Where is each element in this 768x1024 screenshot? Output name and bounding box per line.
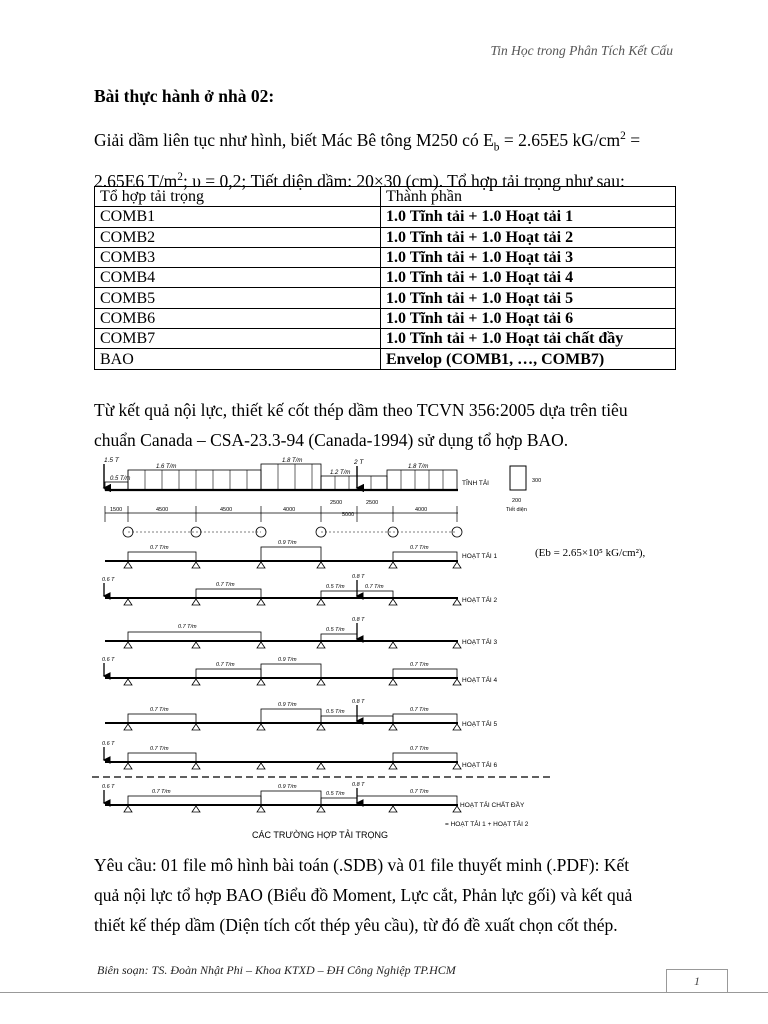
case-label: HOẠT TẢI 2 bbox=[462, 597, 498, 604]
span-length: 4000 bbox=[283, 507, 296, 513]
distributed-load bbox=[321, 634, 357, 641]
load-label: 0.7 T/m bbox=[150, 746, 169, 752]
load-cases-diagram bbox=[90, 450, 690, 845]
load-label: 0.8 T bbox=[352, 782, 365, 788]
load-label: 0.7 T/m bbox=[410, 707, 429, 713]
load-label: 0.9 T/m bbox=[278, 702, 297, 708]
requirement-line-2: quả nội lực tổ hợp BAO (Biểu đồ Moment, Lực cắt, Phản lực gối) và kết quả bbox=[94, 885, 633, 905]
distributed-load bbox=[261, 709, 321, 723]
load-label: 0.6 T bbox=[102, 784, 115, 790]
load-label: 0.7 T/m bbox=[178, 624, 197, 630]
distributed-load bbox=[321, 798, 357, 805]
distributed-load bbox=[357, 591, 393, 598]
table-cell: COMB4 bbox=[95, 268, 381, 288]
load-label: 0.7 T/m bbox=[410, 746, 429, 752]
sub-dimension: 2500 bbox=[330, 500, 343, 506]
load-label: 0.8 T bbox=[352, 574, 365, 580]
distributed-load bbox=[128, 552, 196, 561]
case-label: HOẠT TẢI 1 bbox=[462, 553, 498, 560]
load-label: 0.9 T/m bbox=[278, 784, 297, 790]
load-label: 1.2 T/m bbox=[330, 470, 351, 476]
diagram-caption: CÁC TRƯỜNG HỢP TẢI TRỌNG bbox=[252, 830, 388, 840]
load-case-1 bbox=[105, 540, 498, 568]
load-label: 1.8 T/m bbox=[282, 458, 303, 464]
footer-rule bbox=[0, 992, 768, 993]
static-load-beam bbox=[104, 457, 489, 490]
supports bbox=[124, 806, 461, 812]
load-label: 1.6 T/m bbox=[156, 464, 177, 470]
table-row bbox=[95, 268, 676, 288]
supports bbox=[124, 642, 461, 648]
load-label: 0.5 T/m bbox=[326, 791, 345, 797]
distributed-load bbox=[128, 632, 261, 641]
full-load-note: = HOẠT TẢI 1 + HOẠT TẢI 2 bbox=[445, 821, 529, 828]
modulus-note: (Eb = 2.65×10⁵ kG/cm²), bbox=[535, 547, 646, 559]
load-label: 0.5 T/m bbox=[326, 627, 345, 633]
distributed-load bbox=[261, 547, 321, 561]
table-cell: BAO bbox=[95, 349, 381, 369]
table-cell: COMB3 bbox=[95, 247, 381, 267]
load-label: 0.7 T/m bbox=[216, 662, 235, 668]
load-label: 2 T bbox=[354, 459, 364, 466]
distributed-load bbox=[128, 714, 196, 723]
load-label: 0.6 T bbox=[102, 657, 115, 663]
case-label: HOẠT TẢI 3 bbox=[462, 639, 498, 646]
load-label: 1.8 T/m bbox=[408, 464, 429, 470]
table-header-row bbox=[95, 187, 676, 207]
design-paragraph bbox=[94, 395, 684, 455]
load-case-3 bbox=[105, 617, 498, 648]
span-dimensions bbox=[105, 500, 462, 537]
distributed-load bbox=[196, 669, 261, 678]
supports bbox=[124, 724, 461, 730]
load-case-6 bbox=[102, 741, 498, 769]
exercise-title: Bài thực hành ở nhà 02: bbox=[94, 86, 275, 106]
distributed-load bbox=[261, 664, 321, 678]
load-label: 0.7 T/m bbox=[365, 584, 384, 590]
intro-line-1: Giải dầm liên tục như hình, biết Mác Bê tông M250 có $E_b = 2.65E5$ $kG/cm^2$ = bbox=[94, 129, 641, 154]
intro-line-2: 2.65E6 $T/m^2$; υ = 0,2; Tiết diện dầm: 20×30 (cm). Tổ hợp tải trọng như sau: bbox=[94, 171, 625, 192]
design-line-1: Từ kết quả nội lực, thiết kế cốt thép dầm theo TCVN 356:2005 dựa trên tiêu bbox=[94, 400, 628, 420]
load-label: 0.6 T bbox=[102, 577, 115, 583]
span-length: 4500 bbox=[156, 507, 169, 513]
load-label: 0.7 T/m bbox=[410, 789, 429, 795]
cross-section bbox=[506, 466, 541, 513]
requirement-paragraph bbox=[94, 850, 684, 940]
case-label: HOẠT TẢI 4 bbox=[462, 677, 498, 684]
distributed-load bbox=[321, 591, 357, 598]
load-case-full bbox=[102, 782, 529, 828]
distributed-load bbox=[321, 716, 357, 723]
load-label: 0.6 T bbox=[102, 741, 115, 747]
distributed-load bbox=[357, 796, 457, 805]
table-row bbox=[95, 308, 676, 328]
table-cell: 1.0 Tĩnh tải + 1.0 Hoạt tải 4 bbox=[381, 268, 676, 288]
requirement-line-3: thiết kế thép dầm (Diện tích cốt thép yêu cầu), từ đó đề xuất chọn cốt thép. bbox=[94, 915, 618, 935]
case-label: HOẠT TẢI 5 bbox=[462, 721, 498, 728]
distributed-load bbox=[387, 470, 457, 490]
distributed-load bbox=[321, 476, 387, 490]
distributed-load bbox=[393, 753, 457, 762]
table-cell: 1.0 Tĩnh tải + 1.0 Hoạt tải 1 bbox=[381, 207, 676, 227]
supports bbox=[124, 599, 461, 605]
load-label: 0.8 T bbox=[352, 699, 365, 705]
load-label: 0.7 T/m bbox=[410, 545, 429, 551]
load-case-5 bbox=[105, 699, 498, 730]
table-header: Thành phần bbox=[381, 187, 676, 207]
load-label: 0.5 T/m bbox=[326, 584, 345, 590]
footer-author: Biên soạn: TS. Đoàn Nhật Phi – Khoa KTXD – ĐH Công Nghiệp TP.HCM bbox=[97, 963, 456, 977]
span-length: 5000 bbox=[342, 512, 355, 518]
table-cell: Envelop (COMB1, …, COMB7) bbox=[381, 349, 676, 369]
table-cell: COMB5 bbox=[95, 288, 381, 308]
distributed-load bbox=[196, 589, 261, 598]
distributed-load bbox=[393, 552, 457, 561]
table-cell: COMB6 bbox=[95, 308, 381, 328]
load-label: 0.7 T/m bbox=[216, 582, 235, 588]
distributed-load bbox=[357, 716, 393, 723]
load-label: 0.7 T/m bbox=[150, 707, 169, 713]
distributed-load bbox=[105, 482, 128, 490]
distributed-load bbox=[128, 753, 196, 762]
span-length: 1500 bbox=[110, 507, 123, 513]
design-line-2: chuẩn Canada – CSA-23.3-94 (Canada-1994) sử dụng tổ hợp BAO. bbox=[94, 430, 569, 450]
supports bbox=[124, 763, 461, 769]
load-case-2 bbox=[102, 574, 498, 605]
sub-dimension: 2500 bbox=[366, 500, 379, 506]
load-label: 0.8 T bbox=[352, 617, 365, 623]
intro-paragraph bbox=[94, 121, 684, 196]
load-label: 0.7 T/m bbox=[150, 545, 169, 551]
distributed-load bbox=[261, 791, 321, 805]
table-row bbox=[95, 329, 676, 349]
distributed-load bbox=[128, 796, 261, 805]
load-label: 0.7 T/m bbox=[152, 789, 171, 795]
requirement-line-1: Yêu cầu: 01 file mô hình bài toán (.SDB) và 01 file thuyết minh (.PDF): Kết bbox=[94, 855, 630, 875]
span-length: 4500 bbox=[220, 507, 233, 513]
table-cell: COMB7 bbox=[95, 329, 381, 349]
section-b: 200 bbox=[512, 498, 522, 504]
table-row bbox=[95, 288, 676, 308]
section-label: Tiết diện bbox=[506, 507, 527, 513]
table-cell: 1.0 Tĩnh tải + 1.0 Hoạt tải 3 bbox=[381, 247, 676, 267]
table-row bbox=[95, 247, 676, 267]
supports bbox=[124, 679, 461, 685]
span-length: 4000 bbox=[415, 507, 428, 513]
load-label: 0.5 T/m bbox=[110, 476, 131, 482]
distributed-load bbox=[393, 714, 457, 723]
page-number: 1 bbox=[666, 969, 728, 992]
load-case-4 bbox=[102, 657, 498, 685]
table-cell: 1.0 Tĩnh tải + 1.0 Hoạt tải chất đầy bbox=[381, 329, 676, 349]
load-combination-table bbox=[94, 186, 676, 370]
table-row bbox=[95, 227, 676, 247]
load-label: 0.9 T/m bbox=[278, 540, 297, 546]
case-label: HOẠT TẢI CHẤT ĐẦY bbox=[460, 802, 525, 809]
load-label: 0.5 T/m bbox=[326, 709, 345, 715]
case-label: TĨNH TẢI bbox=[462, 480, 489, 487]
section-rect bbox=[510, 466, 526, 490]
distributed-load bbox=[128, 470, 261, 490]
table-cell: 1.0 Tĩnh tải + 1.0 Hoạt tải 5 bbox=[381, 288, 676, 308]
case-label: HOẠT TẢI 6 bbox=[462, 762, 498, 769]
page-header: Tin Học trong Phân Tích Kết Cấu bbox=[490, 43, 673, 58]
load-label: 1.5 T bbox=[104, 457, 119, 464]
table-cell: COMB1 bbox=[95, 207, 381, 227]
distributed-load bbox=[393, 669, 457, 678]
supports bbox=[124, 562, 461, 568]
table-cell: COMB2 bbox=[95, 227, 381, 247]
section-h: 300 bbox=[532, 478, 542, 484]
table-row bbox=[95, 207, 676, 227]
table-row bbox=[95, 349, 676, 369]
table-cell: 1.0 Tĩnh tải + 1.0 Hoạt tải 2 bbox=[381, 227, 676, 247]
table-cell: 1.0 Tĩnh tải + 1.0 Hoạt tải 6 bbox=[381, 308, 676, 328]
load-label: 0.9 T/m bbox=[278, 657, 297, 663]
load-label: 0.7 T/m bbox=[410, 662, 429, 668]
table-header: Tổ hợp tải trọng bbox=[95, 187, 381, 207]
